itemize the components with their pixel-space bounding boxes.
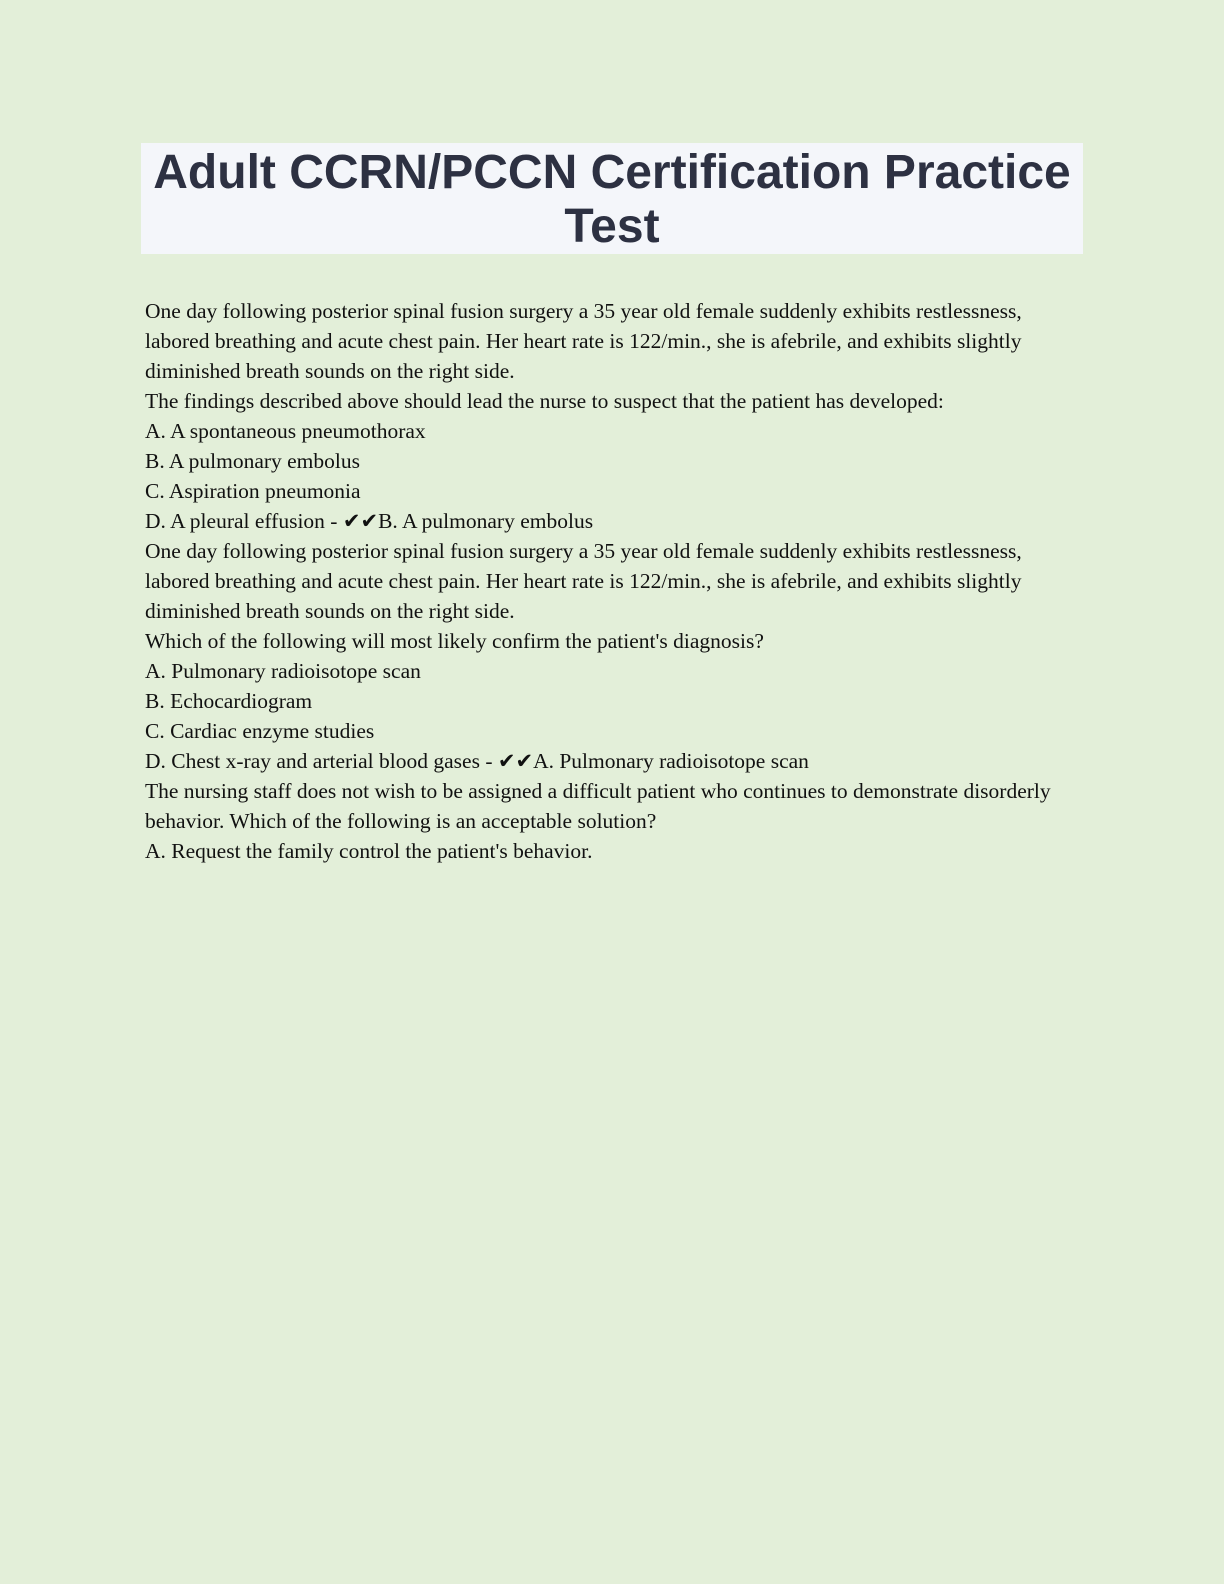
question-2-prompt: Which of the following will most likely confirm the patient's diagnosis? — [145, 629, 764, 653]
question-3-stem: The nursing staff does not wish to be assigned a difficult patient who continues to demonstrate disorderly behavior. Which of the following is an acceptable solution? — [145, 779, 1051, 833]
check-mark-icon: ✔✔ — [342, 509, 379, 533]
question-2-option-a: A. Pulmonary radioisotope scan — [145, 659, 421, 683]
question-3-option-a: A. Request the family control the patient's behavior. — [145, 839, 593, 863]
question-1-option-c: C. Aspiration pneumonia — [145, 479, 361, 503]
question-1-option-b: B. A pulmonary embolus — [145, 449, 360, 473]
document-body — [145, 296, 1075, 866]
question-2-answer: A. Pulmonary radioisotope scan — [533, 749, 809, 773]
document-title: Adult CCRN/PCCN Certification Practice Test — [153, 146, 1071, 253]
question-2-stem: One day following posterior spinal fusion surgery a 35 year old female suddenly exhibits restlessness, labored breathing and acute chest pain. Her heart rate is 122/min., she is afebrile, and exhibits slightly diminished breath sounds on the right side. — [145, 539, 1022, 623]
question-2-option-c: C. Cardiac enzyme studies — [145, 719, 375, 743]
question-2-option-d: D. Chest x-ray and arterial blood gases - — [145, 749, 498, 773]
question-1-option-d-with-answer — [145, 506, 1075, 536]
question-1-prompt: The findings described above should lead the nurse to suspect that the patient has developed: — [145, 389, 944, 413]
question-1-answer: B. A pulmonary embolus — [378, 509, 594, 533]
title-banner — [141, 143, 1083, 254]
question-1-stem: One day following posterior spinal fusion surgery a 35 year old female suddenly exhibits restlessness, labored breathing and acute chest pain. Her heart rate is 122/min., she is afebrile, and exhibits slightly diminished breath sounds on the right side. — [145, 299, 1022, 383]
question-2-option-d-with-answer — [145, 746, 1075, 776]
question-2-option-b: B. Echocardiogram — [145, 689, 313, 713]
question-1-option-d: D. A pleural effusion - — [145, 509, 343, 533]
check-mark-icon: ✔✔ — [497, 749, 534, 773]
question-1-option-a: A. A spontaneous pneumothorax — [145, 419, 426, 443]
